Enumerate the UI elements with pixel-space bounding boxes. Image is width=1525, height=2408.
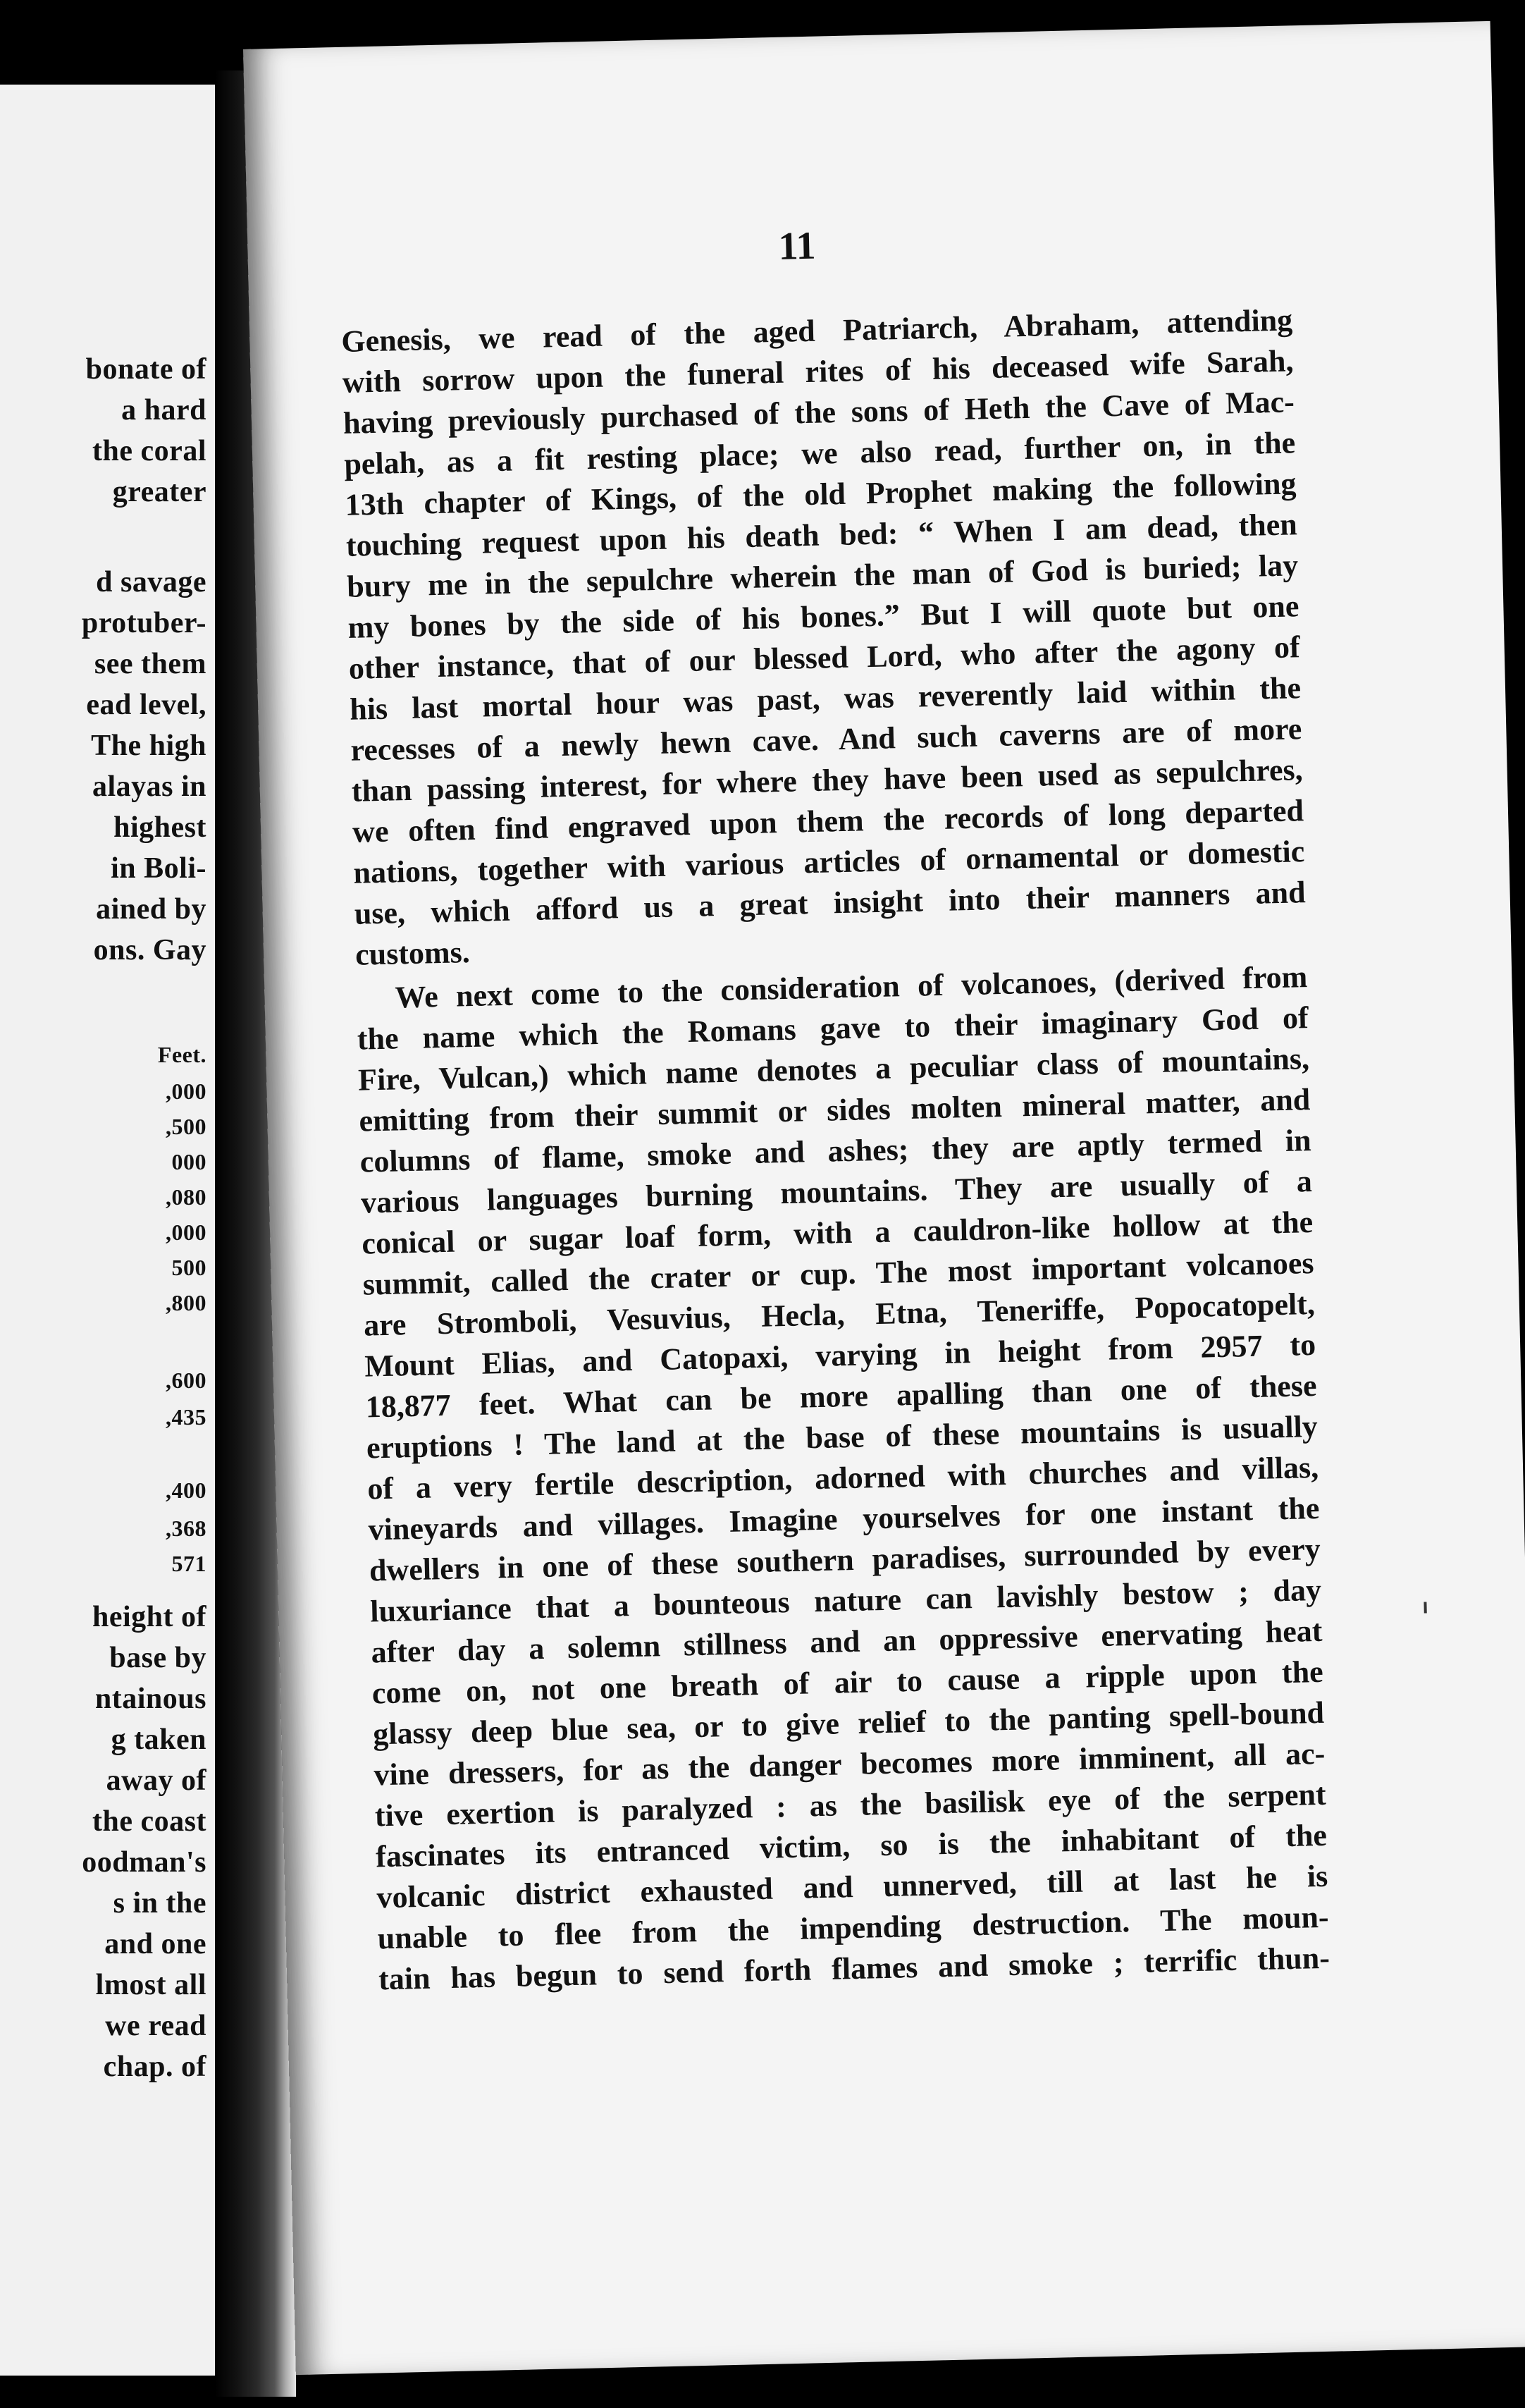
body-text-line: vineyards and villages. Imagine yourselves for one instant the — [368, 1490, 1320, 1547]
body-text-line: than passing interest, for where they have been used as sepulchres, — [351, 752, 1304, 809]
body-text-line: with sorrow upon the funeral rites of his deceased wife Sarah, — [342, 343, 1294, 400]
left-text-line: see them — [94, 648, 206, 680]
left-text-line: lmost all — [95, 1969, 206, 2001]
left-table-cell: ,000 — [166, 1079, 206, 1104]
left-table-cell: 500 — [171, 1255, 206, 1280]
body-text-line: conical or sugar loaf form, with a cauldron-like hollow at the — [361, 1204, 1314, 1261]
left-text-line: greater — [112, 476, 206, 508]
body-text-line: are Stromboli, Vesuvius, Hecla, Etna, Teneriffe, Popocatopelt, — [363, 1286, 1316, 1343]
body-text-line: emitting from their summit or sides molten mineral matter, and — [358, 1082, 1311, 1138]
body-text-line: tive exertion is paralyzed : as the basilisk eye of the serpent — [374, 1776, 1327, 1833]
left-text-line: bonate of — [85, 353, 206, 386]
left-text-line: height of — [92, 1601, 206, 1633]
body-text-line: unable to flee from the impending destruction. The moun- — [377, 1899, 1330, 1956]
body-text-line: 13th chapter of Kings, of the old Prophet making the following — [345, 466, 1297, 522]
book-page — [243, 21, 1525, 2375]
previous-page-fragment — [0, 85, 215, 2376]
body-text-line: use, which afford us a great insight into their manners and — [354, 875, 1307, 931]
body-text-line: other instance, that of our blessed Lord, who after the agony of — [348, 629, 1301, 686]
left-text-line: the coast — [92, 1805, 206, 1838]
body-text-line: tain has begun to send forth flames and smoke ; terrific thun- — [378, 1940, 1330, 1997]
body-text-line: fascinates its entranced victim, so is the inhabitant of the — [375, 1817, 1328, 1874]
body-text-line: Genesis, we read of the aged Patriarch, Abraham, attending — [340, 302, 1293, 359]
body-text-line: various languages burning mountains. They are usually of a — [360, 1164, 1313, 1220]
left-text-line: the coral — [92, 435, 206, 467]
left-text-line: ons. Gay — [93, 934, 206, 966]
left-text-line: highest — [113, 811, 206, 844]
body-text-line: eruptions ! The land at the base of these mountains is usually — [366, 1408, 1319, 1466]
body-text-line: bury me in the sepulchre wherein the man of God is buried; lay — [346, 548, 1299, 604]
left-text-line: in Boli- — [111, 852, 206, 885]
body-text-line: Mount Elias, and Catopaxi, varying in height from 2957 to — [364, 1327, 1316, 1384]
left-text-line: and one — [104, 1928, 206, 1960]
left-table-cell: 571 — [171, 1551, 206, 1576]
left-table-cell: ,435 — [166, 1404, 206, 1430]
body-text-line: the name which the Romans gave to their imaginary God of — [357, 1000, 1309, 1057]
left-text-line: we read — [105, 2010, 206, 2042]
body-text-line: recesses of a newly hewn cave. And such caverns are of more — [350, 711, 1302, 768]
left-table-cell: ,600 — [166, 1368, 206, 1393]
left-table-cell: ,500 — [166, 1114, 206, 1139]
left-table-cell: Feet. — [157, 1042, 206, 1067]
left-text-line: alayas in — [92, 770, 206, 803]
body-text-line: summit, called the crater or cup. The most important volcanoes — [362, 1245, 1315, 1302]
left-table-cell: ,800 — [166, 1290, 206, 1315]
left-text-line: a hard — [121, 394, 206, 426]
left-text-line: base by — [109, 1642, 206, 1674]
left-table-cell: ,080 — [166, 1184, 206, 1210]
body-text-line: of a very fertile description, adorned with churches and villas, — [366, 1449, 1319, 1506]
left-text-line: protuber- — [81, 607, 206, 639]
left-table-cell: 000 — [171, 1149, 206, 1174]
left-text-line: oodman's — [82, 1846, 206, 1879]
body-text-line: glassy deep blue sea, or to give relief to the panting spell-bound — [372, 1695, 1325, 1752]
body-text-line: customs. — [354, 935, 471, 972]
left-text-line: g taken — [111, 1724, 206, 1756]
left-table-cell: ,000 — [166, 1220, 206, 1245]
left-text-line: s in the — [113, 1887, 206, 1919]
left-text-line: away of — [106, 1764, 206, 1797]
body-text-line: columns of flame, smoke and ashes; they are aptly termed in — [359, 1123, 1312, 1179]
body-text-line: dwellers in one of these southern paradises, surrounded by every — [369, 1531, 1321, 1588]
body-text-line: We next come to the consideration of volcanoes, (derived from — [395, 959, 1308, 1015]
left-table-cell: ,400 — [166, 1478, 206, 1503]
body-text-line: come on, not one breath of air to cause a ripple upon the — [371, 1654, 1324, 1711]
body-text-line: Fire, Vulcan,) which name denotes a peculiar class of mountains, — [357, 1041, 1310, 1098]
left-text-line: d savage — [96, 566, 206, 598]
body-text-line: touching request upon his death bed: “ When I am dead, then — [345, 507, 1298, 563]
paper-speck — [1424, 1602, 1426, 1613]
left-text-line: ained by — [96, 893, 206, 926]
left-text-line: ead level, — [86, 689, 206, 721]
body-text-line: 18,877 feet. What can be more apalling than one of these — [365, 1368, 1317, 1425]
body-text-line: volcanic district exhausted and unnerved, till at last he is — [376, 1858, 1328, 1915]
left-text-line: ntainous — [94, 1683, 206, 1715]
body-text-line: having previously purchased of the sons of Heth the Cave of Mac- — [342, 384, 1295, 441]
left-table-cell: ,368 — [166, 1516, 206, 1541]
left-text-line: The high — [91, 730, 206, 762]
body-text-line: my bones by the side of his bones.” But I will quote but one — [347, 589, 1299, 645]
body-text-line: his last mortal hour was past, was reverently laid within the — [349, 670, 1302, 727]
left-text-line: chap. of — [103, 2051, 206, 2083]
body-text-line: we often find engraved upon them the records of long departed — [352, 793, 1304, 849]
body-text-line: vine dressers, for as the danger becomes more imminent, all ac- — [373, 1736, 1326, 1793]
body-text-line: after day a solemn stillness and an oppressive enervating heat — [371, 1613, 1323, 1670]
body-text-line: pelah, as a fit resting place; we also read, further on, in the — [343, 425, 1296, 481]
page-number: 11 — [777, 223, 817, 269]
body-text-line: nations, together with various articles of ornamental or domestic — [352, 834, 1305, 890]
body-text-line: luxuriance that a bounteous nature can lavishly bestow ; day — [369, 1572, 1322, 1629]
